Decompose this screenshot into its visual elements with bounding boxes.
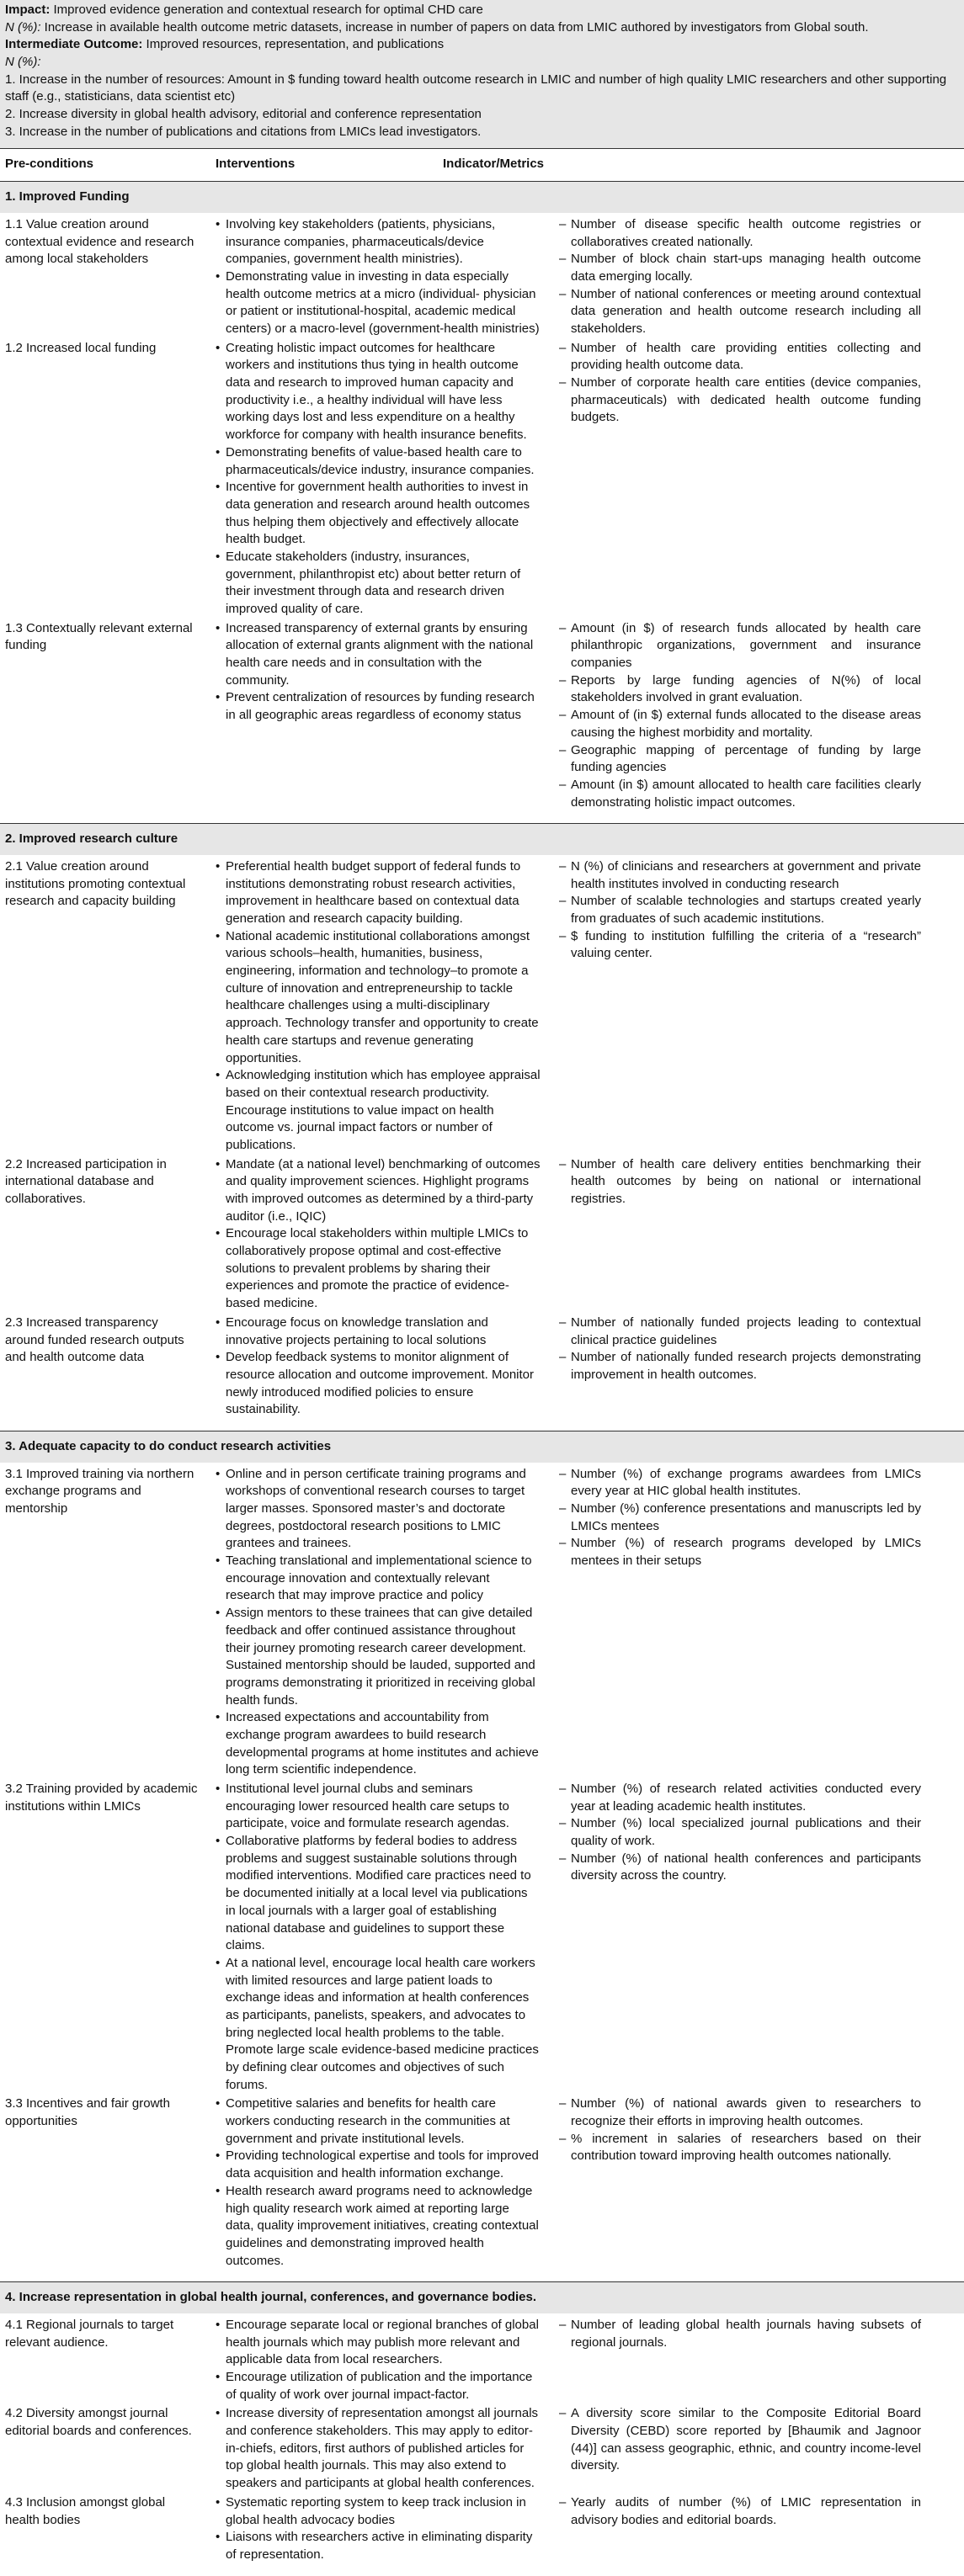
precondition-cell: 1.2 Increased local funding — [5, 340, 157, 355]
interventions-list — [216, 2405, 541, 2492]
table-row — [5, 2317, 959, 2403]
indicators-cell — [559, 1156, 921, 1208]
indicators-cell — [559, 858, 921, 963]
table-sections — [0, 181, 964, 2575]
intervention-item: • Develop feedback systems to monitor alignment of resource allocation and outcome improvement. Monitor newly introduced modified policies to ensure sustainability. — [216, 1349, 541, 1419]
precondition-cell: 4.3 Inclusion amongst global health bodies — [5, 2494, 166, 2527]
table-row — [5, 2095, 959, 2270]
intervention-item: • Mandate (at a national level) benchmarking of outcomes and quality improvement sciences. Highlight programs with improved outcomes as determined by a third-party auditor (i.e., IQIC) — [216, 1156, 541, 1226]
indicator-item: – Number of scalable technologies and startups created yearly from graduates of such academic institutions. — [559, 893, 921, 927]
intervention-item: • Prevent centralization of resources by funding research in all geographic areas regardless of economy status — [216, 689, 541, 724]
table-row — [5, 2405, 959, 2492]
intervention-item: • Demonstrating benefits of value-based health care to pharmaceuticals/device industry, insurance companies. — [216, 444, 541, 479]
intervention-item: • Encourage local stakeholders within multiple LMICs to collaboratively propose optimal and cost-effective solutions to prevalent problems by sharing their experiences and promote the practice of evidence-based medicine. — [216, 1225, 541, 1312]
precondition-cell: 4.1 Regional journals to target relevant audience. — [5, 2317, 174, 2350]
intermediate-label: Intermediate Outcome: — [5, 37, 143, 52]
indicator-item: – Number of corporate health care entities (device companies, pharmaceuticals) with dedicated health outcome funding budgets. — [559, 374, 921, 427]
indicators-list — [559, 2095, 921, 2165]
intermediate-line — [5, 36, 959, 54]
indicator-item: – Number (%) local specialized journal publications and their quality of work. — [559, 1815, 921, 1850]
precondition-cell: 2.2 Increased participation in international database and collaboratives. — [5, 1156, 167, 1206]
intervention-item: • Increased expectations and accountability from exchange program awardees to build research developmental programs at home institutes and achieve long term scientific independence. — [216, 1709, 541, 1779]
impact-text: Improved evidence generation and contextual research for optimal CHD care — [53, 3, 483, 17]
interventions-cell — [216, 1315, 541, 1419]
indicator-item: – Geographic mapping of percentage of funding by large funding agencies — [559, 742, 921, 777]
intervention-item: • Preferential health budget support of federal funds to institutions demonstrating robust research activities, improvement in healthcare based on contextual data generation and research capacity building. — [216, 858, 541, 928]
indicator-item: – Number of disease specific health outcome registries or collaboratives created nationally. — [559, 216, 921, 251]
interventions-list — [216, 620, 541, 725]
npct-text: Increase in available health outcome metric datasets, increase in number of papers on data from LMIC authored by investigators from Global south. — [44, 19, 869, 35]
section-body — [0, 1463, 964, 2282]
table-row — [5, 2494, 959, 2564]
precondition-cell: 2.1 Value creation around institutions promoting contextual research and capacity building — [5, 858, 186, 909]
indicators-list — [559, 1156, 921, 1208]
indicator-item: – Yearly audits of number (%) of LMIC representation in advisory bodies and editorial boards. — [559, 2494, 921, 2529]
precondition-cell: 1.3 Contextually relevant external funding — [5, 620, 193, 653]
col-indicators: Indicator/Metrics — [443, 156, 545, 171]
interventions-cell — [216, 858, 541, 1155]
indicator-item: – Number of block chain start-ups managing health outcome data emerging locally. — [559, 251, 921, 285]
indicator-item: – A diversity score similar to the Composite Editorial Board Diversity (CEBD) score reported by [Bhaumik and Jagnoor (44)] can assess geographic, ethnic, and country income-level diversity. — [559, 2405, 921, 2475]
indicators-cell — [559, 2405, 921, 2475]
indicators-cell — [559, 2494, 921, 2529]
indicator-item: – Number of health care providing entities collecting and providing health outcome data. — [559, 340, 921, 374]
interventions-list — [216, 1315, 541, 1419]
outcome-2: 2. Increase diversity in global health advisory, editorial and conference representation — [5, 107, 482, 122]
intervention-item: • Institutional level journal clubs and seminars encouraging lower resourced health care setups to participate, voice and formulate research agendas. — [216, 1781, 541, 1833]
indicator-item: – Number of leading global health journals having subsets of regional journals. — [559, 2317, 921, 2351]
intervention-item: • Increased transparency of external grants by ensuring allocation of external grants alignment with the national health care needs and in consultation with the community. — [216, 620, 541, 690]
interventions-cell — [216, 620, 541, 725]
intervention-item: • At a national level, encourage local health care workers with limited resources and large patient loads to exchange ideas and information at health conferences as participants, panelists, speakers, and advocates to bring neglected local health problems to the table. Promote large scale evidence-based medicine practices by defining clear outcomes and objectives of such forums. — [216, 1955, 541, 2095]
indicators-cell — [559, 620, 921, 812]
indicator-item: – Number (%) conference presentations and manuscripts led by LMICs mentees — [559, 1500, 921, 1535]
interventions-list — [216, 2317, 541, 2403]
indicators-list — [559, 1781, 921, 1885]
intervention-item: • Competitive salaries and benefits for health care workers conducting research in the communities at government and private institutional levels. — [216, 2095, 541, 2148]
indicators-list — [559, 620, 921, 812]
indicator-item: – Amount of (in $) external funds allocated to the disease areas causing the highest morbidity and mortality. — [559, 707, 921, 741]
interventions-list — [216, 2095, 541, 2270]
indicator-item: – Number (%) of exchange programs awardees from LMICs every year at HIC global health institutes. — [559, 1466, 921, 1500]
indicators-cell — [559, 340, 921, 427]
intervention-item: • Increase diversity of representation amongst all journals and conference stakeholders. This may apply to editor-in-chiefs, editors, first authors of published articles for top global health journals. This may also extend to speakers and participants at global health conferences. — [216, 2405, 541, 2492]
precondition-cell: 3.1 Improved training via northern exchange programs and mentorship — [5, 1466, 194, 1516]
intervention-item: • Health research award programs need to acknowledge high quality research work aimed at reporting large data, quality improvement initiatives, creating contextual guidelines and demonstrating improved health outcomes. — [216, 2183, 541, 2270]
indicators-cell — [559, 2317, 921, 2351]
intervention-item: • Systematic reporting system to keep track inclusion in global health advocacy bodies — [216, 2494, 541, 2529]
intervention-item: • Incentive for government health authorities to invest in data generation and research around health outcomes thus helping them objectively and effectively allocate health budget. — [216, 479, 541, 549]
table-row — [5, 858, 959, 1155]
interventions-list — [216, 1156, 541, 1313]
column-headers — [0, 149, 964, 182]
intervention-item: • Involving key stakeholders (patients, physicians, insurance companies, pharmaceuticals/device companies, government health ministries). — [216, 216, 541, 268]
indicators-list — [559, 216, 921, 338]
precondition-cell: 3.3 Incentives and fair growth opportunities — [5, 2096, 170, 2129]
precondition-cell: 3.2 Training provided by academic institutions within LMICs — [5, 1782, 198, 1814]
npct2-label: N (%): — [5, 55, 41, 70]
indicator-item: – Number (%) of research programs developed by LMICs mentees in their setups — [559, 1535, 921, 1570]
intervention-item: • Acknowledging institution which has employee appraisal based on their contextual research productivity. Encourage institutions to value impact on health outcome vs. journal impact factors or number of publications. — [216, 1067, 541, 1154]
indicator-item: – Reports by large funding agencies of N(%) of local stakeholders involved in grant evaluation. — [559, 672, 921, 707]
intervention-item: • Encourage separate local or regional branches of global health journals which may publish more relevant and applicable data from local researchers. — [216, 2317, 541, 2369]
interventions-cell — [216, 216, 541, 338]
indicators-list — [559, 2317, 921, 2351]
interventions-list — [216, 858, 541, 1155]
intervention-item: • Encourage utilization of publication and the importance of quality of work over journal impact-factor. — [216, 2369, 541, 2403]
interventions-cell — [216, 2095, 541, 2270]
interventions-cell — [216, 340, 541, 619]
indicators-list — [559, 1315, 921, 1384]
interventions-cell — [216, 1466, 541, 1779]
npct-line — [5, 19, 959, 37]
interventions-cell — [216, 2494, 541, 2564]
interventions-list — [216, 216, 541, 338]
interventions-cell — [216, 2317, 541, 2403]
indicator-item: – Amount (in $) of research funds allocated by health care philanthropic organizations, government and insurance companies — [559, 620, 921, 672]
indicators-cell — [559, 1781, 921, 1885]
interventions-list — [216, 340, 541, 619]
section-body — [0, 213, 964, 823]
indicator-item: – % increment in salaries of researchers based on their contribution toward improving health outcomes nationally. — [559, 2131, 921, 2165]
interventions-list — [216, 1781, 541, 2094]
indicator-item: – Number (%) of research related activities conducted every year at leading academic health institutes. — [559, 1781, 921, 1815]
table-row — [5, 340, 959, 619]
intervention-item: • Liaisons with researchers active in eliminating disparity of representation. — [216, 2529, 541, 2563]
precondition-cell: 1.1 Value creation around contextual evidence and research among local stakeholders — [5, 216, 194, 267]
impact-line — [5, 2, 959, 19]
table-row — [5, 1315, 959, 1419]
intervention-item: • Providing technological expertise and tools for improved data acquisition and health information exchange. — [216, 2148, 541, 2182]
indicator-item: – Number of national conferences or meeting around contextual data generation and health outcome research including all stakeholders. — [559, 286, 921, 338]
indicators-cell — [559, 1315, 921, 1384]
section-title: 3. Adequate capacity to do conduct research activities — [0, 1431, 964, 1463]
indicator-item: – Number of health care delivery entities benchmarking their health outcomes by being on national or international registries. — [559, 1156, 921, 1208]
interventions-list — [216, 2494, 541, 2564]
intervention-item: • Assign mentors to these trainees that can give detailed feedback and offer continued assistance throughout their journey promoting research career development. Sustained mentorship should be lauded, supported and programs demonstrating it prioritized in receiving global health funds. — [216, 1605, 541, 1709]
interventions-cell — [216, 2405, 541, 2492]
table-row — [5, 1781, 959, 2094]
outcome-1: 1. Increase in the number of resources: Amount in $ funding toward health outcome research in LMIC and number of high quality LMIC researchers and other supporting staff (e.g., statisticians, data scientist etc) — [5, 72, 947, 104]
table-header-block — [0, 0, 964, 148]
section-title: 4. Increase representation in global health journal, conferences, and governance bodies. — [0, 2281, 964, 2313]
col-preconditions: Pre-conditions — [5, 156, 94, 171]
intervention-item: • Creating holistic impact outcomes for healthcare workers and institutions thus tying in health outcome data and research to improved human capacity and productivity i.e., a healthy individual will have less working days lost and less expenditure on a healthy workforce for company with health insurance benefits. — [216, 340, 541, 444]
indicator-item: – N (%) of clinicians and researchers at government and private health institutes involved in conducting research — [559, 858, 921, 893]
indicators-cell — [559, 1466, 921, 1570]
indicator-item: – $ funding to institution fulfilling the criteria of a “research” valuing center. — [559, 928, 921, 963]
indicators-list — [559, 340, 921, 427]
intervention-item: • Demonstrating value in investing in data especially health outcome metrics at a micro (individual- physician or patient or institutional-hospital, academic medical centers) or a macro-level (government-health ministries) — [216, 268, 541, 338]
interventions-cell — [216, 1156, 541, 1313]
section-title: 1. Improved Funding — [0, 181, 964, 213]
indicators-cell — [559, 2095, 921, 2165]
section-title: 2. Improved research culture — [0, 823, 964, 855]
indicators-list — [559, 858, 921, 963]
table-row — [5, 1156, 959, 1313]
intermediate-text: Improved resources, representation, and publications — [146, 37, 445, 52]
intervention-item: • Collaborative platforms by federal bodies to address problems and suggest sustainable solutions through modified interventions. Modified care practices need to be documented initially at a local level via publications in local journals with a larger goal of establishing national database and guidelines to support these claims. — [216, 1833, 541, 1955]
indicator-item: – Number of nationally funded projects leading to contextual clinical practice guidelines — [559, 1315, 921, 1349]
precondition-cell: 2.3 Increased transparency around funded research outputs and health outcome data — [5, 1315, 184, 1365]
impact-label: Impact: — [5, 3, 51, 17]
indicators-list — [559, 1466, 921, 1570]
indicators-list — [559, 2405, 921, 2475]
intervention-item: • Encourage focus on knowledge translation and innovative projects pertaining to local solutions — [216, 1315, 541, 1349]
indicator-item: – Amount (in $) amount allocated to health care facilities clearly demonstrating holistic impact outcomes. — [559, 777, 921, 811]
interventions-cell — [216, 1781, 541, 2094]
indicator-item: – Number (%) of national health conferences and participants diversity across the country. — [559, 1851, 921, 1885]
intervention-item: • Educate stakeholders (industry, insurances, government, philanthropist etc) about better return of their investment through data and research driven improved quality of care. — [216, 549, 541, 619]
section-body — [0, 855, 964, 1431]
outcome-3: 3. Increase in the number of publications and citations from LMICs lead investigators. — [5, 124, 482, 139]
indicator-item: – Number (%) of national awards given to researchers to recognize their efforts in improving health outcomes. — [559, 2095, 921, 2130]
intervention-item: • Teaching translational and implementational science to encourage innovation and contextually relevant research that may improve practice and policy — [216, 1553, 541, 1605]
interventions-list — [216, 1466, 541, 1779]
section-body — [0, 2313, 964, 2576]
col-interventions: Interventions — [216, 156, 296, 171]
table-row — [5, 620, 959, 812]
table-row — [5, 1466, 959, 1779]
intervention-item: • Online and in person certificate training programs and workshops of conventional research courses to target larger masses. Sponsored master’s and doctorate degrees, postdoctoral research positions to LMIC grantees and trainees. — [216, 1466, 541, 1553]
indicators-cell — [559, 216, 921, 338]
indicators-list — [559, 2494, 921, 2529]
intervention-item: • National academic institutional collaborations amongst various schools–health, humanities, business, engineering, information and technology–to promote a culture of innovation and entrepreneurship to tackle healthcare challenges using a multi-disciplinary approach. Technology transfer and opportunity to create health care startups and revenue generating opportunities. — [216, 928, 541, 1068]
precondition-cell: 4.2 Diversity amongst journal editorial boards and conferences. — [5, 2406, 192, 2439]
indicator-item: – Number of nationally funded research projects demonstrating improvement in health outcomes. — [559, 1349, 921, 1384]
table-row — [5, 216, 959, 338]
npct-label: N (%): — [5, 19, 41, 35]
